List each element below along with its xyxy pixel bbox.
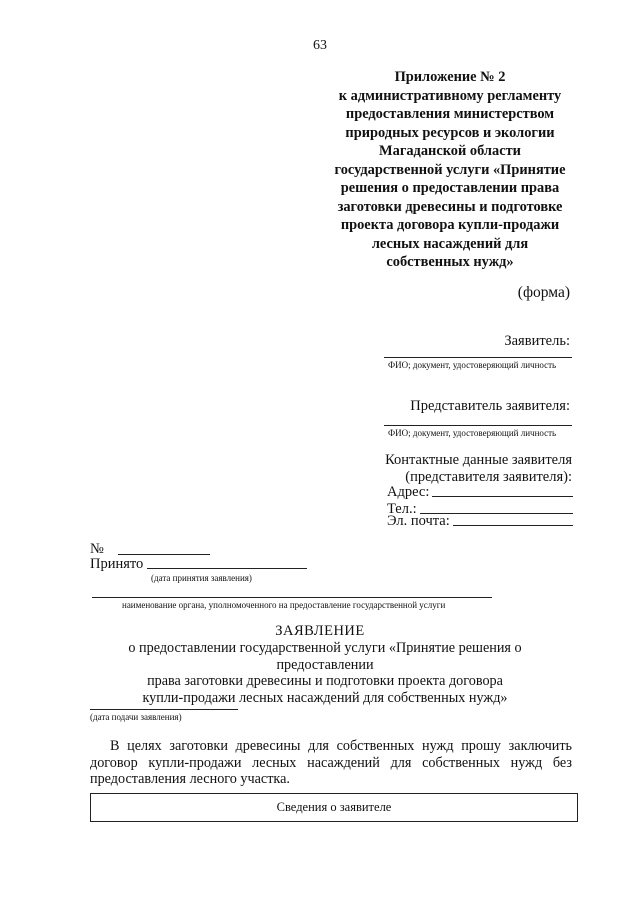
email-field	[387, 512, 573, 530]
statement-subtitle	[90, 640, 560, 706]
accepted-label: Принято	[90, 556, 144, 572]
appendix-line: природных ресурсов и экологии	[345, 124, 555, 141]
phone-label: Тел.:	[387, 501, 417, 517]
appendix-line: лесных насаждений для	[371, 235, 529, 252]
form-label: (форма)	[517, 284, 570, 301]
appendix-line: заготовки древесины и подготовке	[337, 198, 563, 215]
contacts-heading	[380, 452, 572, 486]
body-paragraph: В целях заготовки древесины для собственных нужд прошу заключить договор купли-продажи лесных насаждений для собственных нужд без предоставления лесного участка.	[90, 738, 572, 787]
appendix-header	[318, 68, 582, 272]
submission-date-caption: (дата подачи заявления)	[90, 712, 182, 722]
accepted-date-line[interactable]	[147, 568, 307, 569]
appendix-line: предоставления министерством	[345, 106, 555, 122]
appendix-line: Магаданской области	[379, 143, 521, 159]
table-header-label: Сведения о заявителе	[276, 800, 392, 814]
appendix-line: проекта договора купли-продажи	[340, 217, 560, 233]
applicant-label: Заявитель:	[504, 333, 570, 349]
appendix-line: к административному регламенту	[338, 87, 562, 104]
address-field	[387, 483, 573, 501]
accepted-row	[90, 556, 307, 573]
registration-number-line[interactable]	[118, 554, 210, 555]
representative-caption: ФИО; документ, удостоверяющий личность	[388, 428, 557, 438]
applicant-caption: ФИО; документ, удостоверяющий личность	[388, 360, 557, 370]
appendix-line: Приложение № 2	[394, 69, 506, 85]
submission-date-line[interactable]	[90, 709, 238, 710]
number-label: №	[90, 541, 104, 557]
email-input-line[interactable]	[453, 525, 573, 526]
contacts-heading-line2: (представителя заявителя):	[405, 469, 572, 485]
contacts-heading-line1: Контактные данные заявителя	[385, 452, 572, 468]
appendix-line: собственных нужд»	[386, 254, 514, 270]
email-label: Эл. почта:	[387, 513, 450, 529]
page-number: 63	[313, 38, 327, 53]
organ-caption: наименование органа, уполномоченного на предоставление государственной услуги	[122, 600, 446, 610]
statement-subtitle-line1: о предоставлении государственной услуги «Принятие решения о предоставлении	[128, 640, 522, 673]
address-input-line[interactable]	[432, 496, 573, 497]
address-label: Адрес:	[387, 484, 430, 500]
organ-line[interactable]	[92, 597, 492, 598]
applicant-info-table-header	[90, 793, 578, 822]
representative-label: Представитель заявителя:	[410, 398, 570, 414]
statement-subtitle-line3: купли-продажи лесных насаждений для собственных нужд»	[142, 689, 508, 706]
statement-title: ЗАЯВЛЕНИЕ	[275, 623, 365, 639]
applicant-line[interactable]	[384, 357, 572, 358]
appendix-line: государственной услуги «Принятие	[334, 161, 566, 178]
accepted-caption: (дата принятия заявления)	[151, 573, 252, 583]
appendix-line: решения о предоставлении права	[340, 180, 560, 196]
statement-subtitle-line2: права заготовки древесины и подготовки проекта договора	[147, 673, 503, 689]
representative-line[interactable]	[384, 425, 572, 426]
